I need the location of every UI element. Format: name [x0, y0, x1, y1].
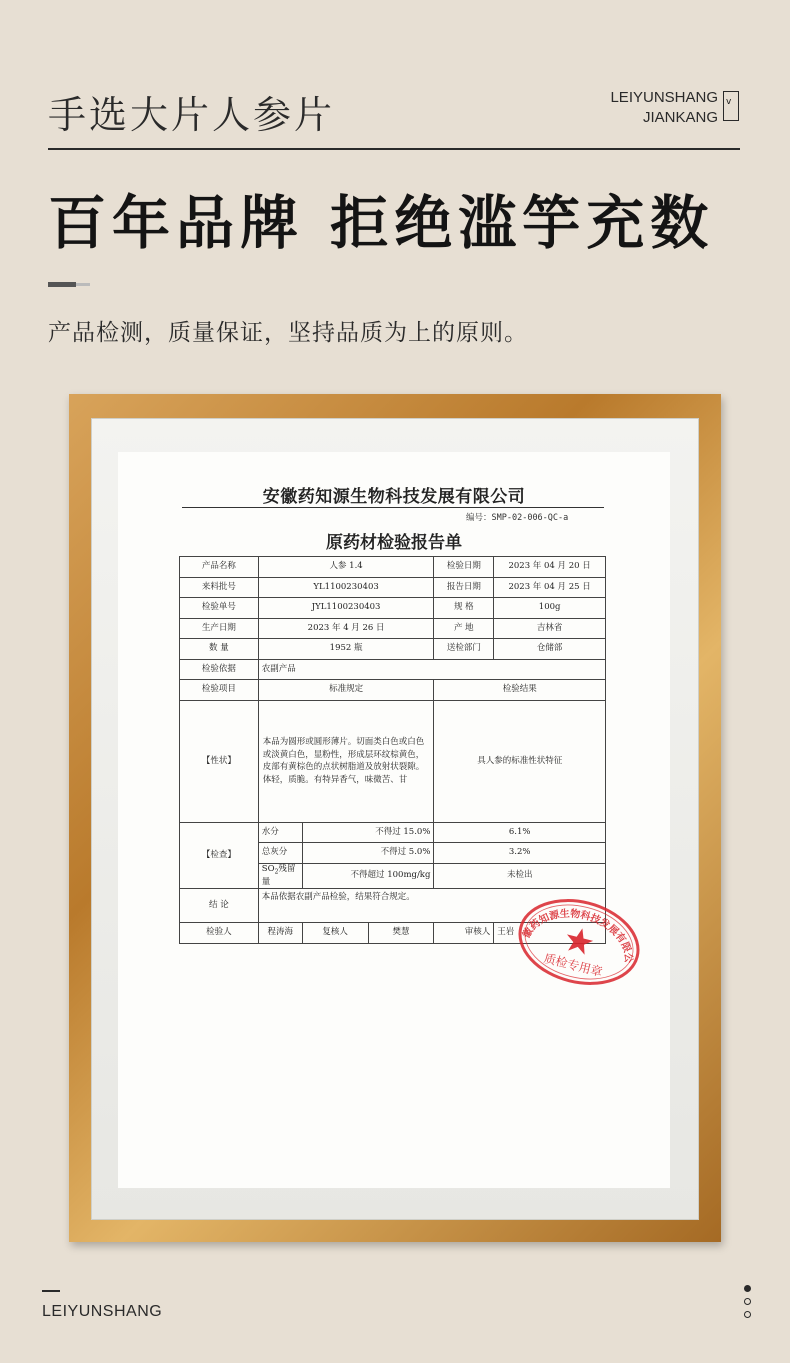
report-title: 原药材检验报告单 — [326, 533, 462, 553]
subtext: 产品检测，质量保证，坚持品质为上的原则。 — [48, 320, 528, 346]
cell-batch: YL1100230403 — [258, 577, 434, 598]
page-dot-icon — [744, 1285, 751, 1292]
page-dot-icon — [744, 1298, 751, 1305]
cell-so2-label: $SO_2$残留量 — [258, 863, 302, 889]
cell-label: 来料批号 — [180, 577, 259, 598]
cell-moisture-label: 水分 — [258, 822, 302, 843]
cell-spec: 100g — [494, 598, 606, 619]
cell-ash-result: 3.2% — [434, 843, 606, 864]
cell-moisture-std: 不得过 15.0% — [302, 822, 434, 843]
cell-order: JYL1100230403 — [258, 598, 434, 619]
cell-header: 标准规定 — [258, 680, 434, 701]
footer-brand: LEIYUNSHANG — [42, 1303, 163, 1320]
table-row — [180, 639, 606, 660]
report-doc-no: 编号：SMP-02-006-QC-a — [466, 513, 569, 523]
header-divider — [48, 148, 740, 150]
page-title: 手选大片人参片 — [48, 93, 336, 137]
cell-qty: 1952 瓶 — [258, 639, 434, 660]
table-row — [180, 618, 606, 639]
cell-label: 送检部门 — [434, 639, 494, 660]
cell-approver: 王岩 — [494, 923, 606, 944]
cell-conclusion: 本品依据农副产品检验，结果符合规定。 — [258, 889, 605, 923]
cell-label: 【性状】 — [180, 700, 259, 822]
cell-so2-std: 不得超过 100mg/kg — [302, 863, 434, 889]
report-table — [179, 556, 606, 944]
cell-label: 检验依据 — [180, 659, 259, 680]
stamp-label: 质检专用章 — [542, 951, 605, 980]
cell-report-date: 2023 年 04 月 25 日 — [494, 577, 606, 598]
cell-header: 检验结果 — [434, 680, 606, 701]
accent-bar — [48, 282, 76, 287]
table-row — [180, 700, 606, 822]
table-row — [180, 822, 606, 843]
cell-label: 检验项目 — [180, 680, 259, 701]
company-underline — [182, 507, 604, 508]
table-row — [180, 659, 606, 680]
table-row — [180, 557, 606, 578]
cell-origin: 吉林省 — [494, 618, 606, 639]
cell-label: 生产日期 — [180, 618, 259, 639]
cell-traits-result: 具人参的标准性状特征 — [434, 700, 606, 822]
cell-ash-label: 总灰分 — [258, 843, 302, 864]
cell-label: 检验日期 — [434, 557, 494, 578]
headline: 百年品牌 拒绝滥竽充数 — [48, 189, 715, 257]
cell-label: 检验人 — [180, 923, 259, 944]
table-row — [180, 577, 606, 598]
brand-english — [610, 88, 718, 128]
cell-so2-result: 未检出 — [434, 863, 606, 889]
cell-label: 复核人 — [302, 923, 368, 944]
cell-label: 产 地 — [434, 618, 494, 639]
cell-moisture-result: 6.1% — [434, 822, 606, 843]
cell-ash-std: 不得过 5.0% — [302, 843, 434, 864]
footer-rule — [42, 1290, 60, 1292]
cell-traits-desc: 本品为圆形或圆形薄片。切面类白色或白色或淡黄白色，显粉性，形成层环纹棕黄色，皮部有黄棕色的点状树脂道及放射状裂隙。体轻，质脆。有特异香气，味微苦、甘 — [258, 700, 434, 822]
cell-reviewer: 樊慧 — [368, 923, 434, 944]
table-row — [180, 680, 606, 701]
table-row — [180, 598, 606, 619]
cell-dept: 仓储部 — [494, 639, 606, 660]
cell-inspector: 程涛海 — [258, 923, 302, 944]
cell-label: 报告日期 — [434, 577, 494, 598]
brand-box-icon: v — [723, 91, 739, 121]
cell-product-name: 人参 1.4 — [258, 557, 434, 578]
cell-label: 数 量 — [180, 639, 259, 660]
brand-en-line2: JIANKANG — [642, 109, 718, 126]
accent-bar-light — [76, 283, 90, 286]
cell-label: 检验单号 — [180, 598, 259, 619]
cell-label: 结 论 — [180, 889, 259, 923]
page-dot-icon — [744, 1311, 751, 1318]
stamp-company-text: 安徽药知源生物科技发展有限公司 — [521, 908, 634, 964]
cell-label: 产品名称 — [180, 557, 259, 578]
report-company: 安徽药知源生物科技发展有限公司 — [262, 487, 526, 507]
cell-label: 【检查】 — [180, 822, 259, 889]
cell-label: 审核人 — [434, 923, 494, 944]
cell-label: 规 格 — [434, 598, 494, 619]
cell-prod-date: 2023 年 4 月 26 日 — [258, 618, 434, 639]
quality-stamp — [512, 895, 646, 989]
cell-inspect-date: 2023 年 04 月 20 日 — [494, 557, 606, 578]
cell-basis: 农副产品 — [258, 659, 605, 680]
stamp-star-icon — [563, 925, 595, 956]
brand-en-line1: LEIYUNSHANG — [610, 89, 718, 106]
